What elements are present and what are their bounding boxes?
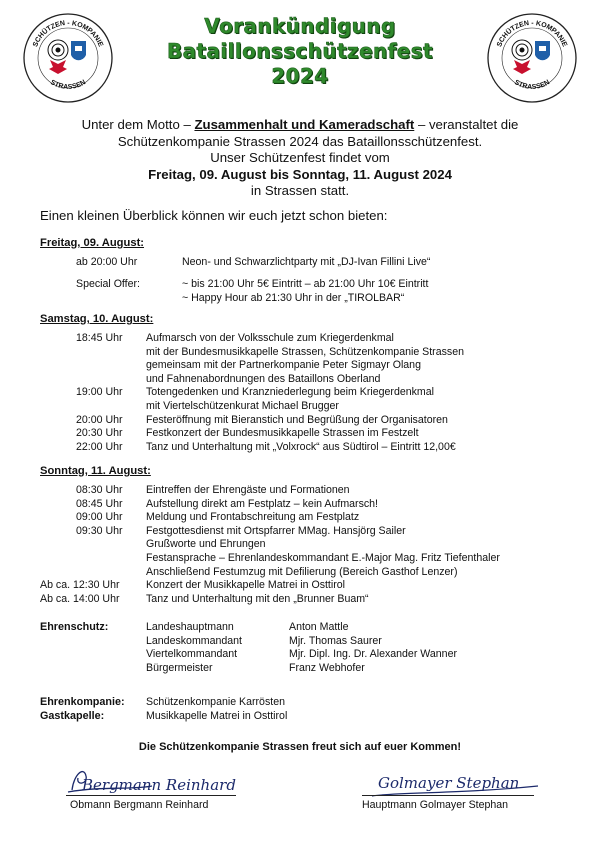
signatory-left: Obmann Bergmann Reinhard xyxy=(70,799,209,811)
event-time: 08:45 Uhr xyxy=(76,497,123,510)
closing-statement: Die Schützenkompanie Strassen freut sich auf euer Kommen! xyxy=(138,741,462,753)
event-description: ~ bis 21:00 Uhr 5€ Eintritt – ab 21:00 Uhr 10€ Eintritt xyxy=(182,278,429,290)
page-title xyxy=(110,14,490,89)
event-description: Neon- und Schwarzlichtparty mit „DJ-Ivan Fillini Live“ xyxy=(182,256,431,268)
honor-role: Landeskommandant xyxy=(146,634,242,647)
event-description: Meldung und Frontabschreitung am Festplatz xyxy=(146,511,360,524)
event-description: mit Viertelschützenkurat Michael Brugger xyxy=(146,400,339,412)
event-description: Festeröffnung mit Bieranstich und Begrüßung der Organisatoren xyxy=(146,413,448,426)
honor-name: Mjr. Thomas Saurer xyxy=(289,634,382,647)
event-description: Grußworte und Ehrungen xyxy=(146,538,266,551)
event-description: Tanz und Unterhaltung mit den „Brunner Buam“ xyxy=(146,592,369,605)
event-time: Special Offer: xyxy=(76,278,140,290)
svg-text:SCHÜTZEN - KOMPANIE: SCHÜTZEN - KOMPANIE xyxy=(496,19,568,49)
honors-roles xyxy=(146,621,242,675)
event-description: Aufmarsch von der Volksschule zum Kriegerdenkmal xyxy=(146,332,394,344)
event-time: 19:00 Uhr xyxy=(76,386,123,399)
intro-paragraph xyxy=(20,117,580,200)
event-time: 20:30 Uhr xyxy=(76,427,123,440)
event-time: 09:30 Uhr xyxy=(76,524,123,537)
event-description: Anschließend Festumzug mit Defilierung (Bereich Gasthof Lenzer) xyxy=(146,565,458,578)
honors-names xyxy=(289,621,457,675)
motto-text: Zusammenhalt und Kameradschaft xyxy=(194,117,415,132)
event-time: 09:00 Uhr xyxy=(76,511,123,524)
signature-line-right xyxy=(362,795,534,796)
intro-line-3: Unser Schützenfest findet vom xyxy=(210,150,390,165)
event-description: Konzert der Musikkapelle Matrei in Osttirol xyxy=(146,579,346,592)
company-logo-left xyxy=(22,12,114,104)
honor-role: Viertelkommandant xyxy=(146,648,238,661)
event-description: und Fahnenabordnungen des Bataillons Oberland xyxy=(146,372,381,385)
svg-text:Bergmann Reinhard: Bergmann Reinhard xyxy=(82,776,236,794)
day-heading-sunday: Sonntag, 11. August: xyxy=(40,465,151,477)
intro-text: – veranstaltet die xyxy=(414,117,519,132)
svg-text:Golmayer Stephan: Golmayer Stephan xyxy=(378,774,520,792)
honor-role: Bürgermeister xyxy=(146,661,213,674)
day-heading-friday: Freitag, 09. August: xyxy=(40,237,145,249)
event-time: Ab ca. 14:00 Uhr xyxy=(40,592,120,605)
honors-label: Ehrenschutz: xyxy=(40,621,109,633)
event-description: Festkonzert der Bundesmusikkapelle Strassen im Festzelt xyxy=(146,427,419,440)
guest-band-label: Gastkapelle: xyxy=(40,710,105,722)
event-description: Totengedenken und Kranzniederlegung beim Kriegerdenkmal xyxy=(146,386,434,399)
event-description: Tanz und Unterhaltung mit „Volxrock“ aus Südtirol – Eintritt 12,00€ xyxy=(146,440,456,453)
intro-line-5: in Strassen statt. xyxy=(250,183,350,198)
event-description: Eintreffen der Ehrengäste und Formationen xyxy=(146,484,350,496)
event-dates: Freitag, 09. August bis Sonntag, 11. August 2024 xyxy=(148,166,452,182)
honor-company-label: Ehrenkompanie: xyxy=(40,696,125,708)
honor-company: Schützenkompanie Karrösten xyxy=(146,696,285,708)
event-time: 08:30 Uhr xyxy=(76,484,123,496)
day-heading-saturday: Samstag, 10. August: xyxy=(40,313,154,325)
title-line-3: 2024 xyxy=(271,64,329,88)
signatory-right: Hauptmann Golmayer Stephan xyxy=(362,799,509,811)
company-logo-right xyxy=(486,12,578,104)
svg-text:STRASSEN: STRASSEN xyxy=(48,79,88,91)
event-time: ab 20:00 Uhr xyxy=(76,256,138,268)
event-description: Festansprache – Ehrenlandeskommandant E.-Major Mag. Fritz Tiefenthaler xyxy=(146,552,500,564)
honor-name: Mjr. Dipl. Ing. Dr. Alexander Wanner xyxy=(289,648,457,661)
honor-role: Landeshauptmann xyxy=(146,621,234,633)
event-description: gemeinsam mit der Partnerkompanie Peter Sigmayr Olang xyxy=(146,359,421,372)
event-time: 22:00 Uhr xyxy=(76,440,123,453)
guest-band: Musikkapelle Matrei in Osttirol xyxy=(146,710,288,722)
intro-line-1 xyxy=(20,117,580,134)
intro-line-2: Schützenkompanie Strassen 2024 das Bataillonsschützenfest. xyxy=(117,133,483,149)
title-line-2: Bataillonsschützenfest xyxy=(166,39,434,63)
event-description: Festgottesdienst mit Ortspfarrer MMag. Hansjörg Sailer xyxy=(146,524,406,537)
signature-line-left xyxy=(66,795,236,796)
overview-text: Einen kleinen Überblick können wir euch jetzt schon bieten: xyxy=(40,208,388,223)
event-description: mit der Bundesmusikkapelle Strassen, Schützenkompanie Strassen xyxy=(146,345,464,358)
intro-text: Unter dem Motto – xyxy=(81,117,195,132)
title-line-1: Vorankündigung xyxy=(204,14,396,38)
event-description: Aufstellung direkt am Festplatz – kein Aufmarsch! xyxy=(146,497,378,510)
svg-text:SCHÜTZEN - KOMPANIE: SCHÜTZEN - KOMPANIE xyxy=(32,19,104,49)
event-time: 18:45 Uhr xyxy=(76,332,123,344)
svg-text:STRASSEN: STRASSEN xyxy=(512,79,552,91)
event-time: 20:00 Uhr xyxy=(76,413,123,426)
honor-name: Franz Webhofer xyxy=(289,661,365,674)
honor-name: Anton Mattle xyxy=(289,621,349,633)
event-time: Ab ca. 12:30 Uhr xyxy=(40,579,120,592)
event-description: ~ Happy Hour ab 21:30 Uhr in der „TIROLBAR“ xyxy=(182,292,405,304)
